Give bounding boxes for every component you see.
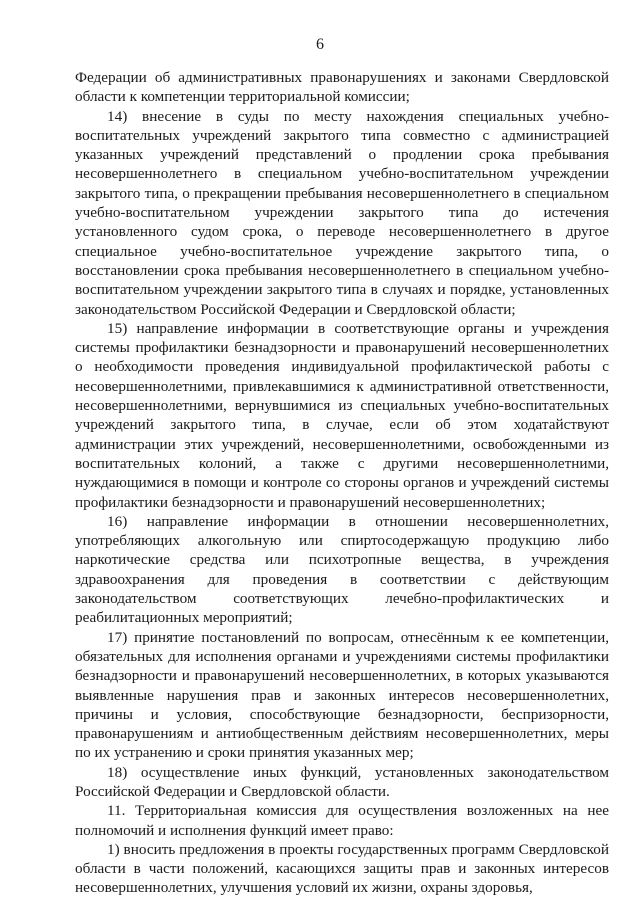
paragraph-item-17: 17) принятие постановлений по вопросам, отнесённым к ее компетенции, обязательных для исполнения органами и учреждениями системы профилактики безнадзорности и правонарушений несовершеннолетних, в которых указываются выявленные нарушения прав и законных интересов несовершеннолетних, причины и условия, способствующие безнадзорности, беспризорности, правонарушениям и антиобщественным действиям несовершеннолетних, меры по их устранению и сроки принятия указанных мер; [75,628,609,762]
page-number: 6 [316,36,324,53]
document-body [75,68,609,898]
paragraph-item-15: 15) направление информации в соответствующие органы и учреждения системы профилактики безнадзорности и правонарушений несовершеннолетних о необходимости проведения индивидуальной профилактической работы с несовершеннолетними, привлекавшимися к административной ответственности, несовершеннолетними, вернувшимися из специальных учебно-воспитательных учреждений закрытого типа, в случае, если об этом ходатайствуют администрации этих учреждений, несовершеннолетними, освобожденными из воспитательных колоний, а также с другими несовершеннолетними, нуждающимися в помощи и контроле со стороны органов и учреждений системы профилактики безнадзорности и правонарушений несовершеннолетних; [75,319,609,511]
paragraph-item-14: 14) внесение в суды по месту нахождения специальных учебно-воспитательных учреждений закрытого типа совместно с администрацией указанных учреждений представлений о продлении срока пребывания несовершеннолетнего в специальном учебно-воспитательном учреждении закрытого типа, о прекращении пребывания несовершеннолетнего в специальном учебно-воспитательном учреждении закрытого типа до истечения установленного судом срока, о переводе несовершеннолетнего в другое специальное учебно-воспитательное учреждение закрытого типа, о восстановлении срока пребывания несовершеннолетнего в специальном учебно-воспитательном учреждении закрытого типа в случаях и порядке, установленных законодательством Российской Федерации и Свердловской области; [75,107,609,318]
paragraph-item-18: 18) осуществление иных функций, установленных законодательством Российской Федерации и Свердловской области. [75,763,609,800]
paragraph-section-11-item-1: 1) вносить предложения в проекты государственных программ Свердловской области в части положений, касающихся защиты прав и законных интересов несовершеннолетних, улучшения условий их жизни, охраны здоровья, [75,840,609,897]
paragraph-section-11: 11. Территориальная комиссия для осуществления возложенных на нее полномочий и исполнения функций имеет право: [75,802,609,839]
paragraph-continuation: Федерации об административных правонарушениях и законами Свердловской области к компетенции территориальной комиссии; [75,69,609,106]
paragraph-item-16: 16) направление информации в отношении несовершеннолетних, употребляющих алкогольную или спиртосодержащую продукцию либо наркотические средства или психотропные вещества, в учреждения здравоохранения для проведения в соответствии с действующим законодательством соответствующих лечебно-профилактических и реабилитационных мероприятий; [75,512,609,627]
